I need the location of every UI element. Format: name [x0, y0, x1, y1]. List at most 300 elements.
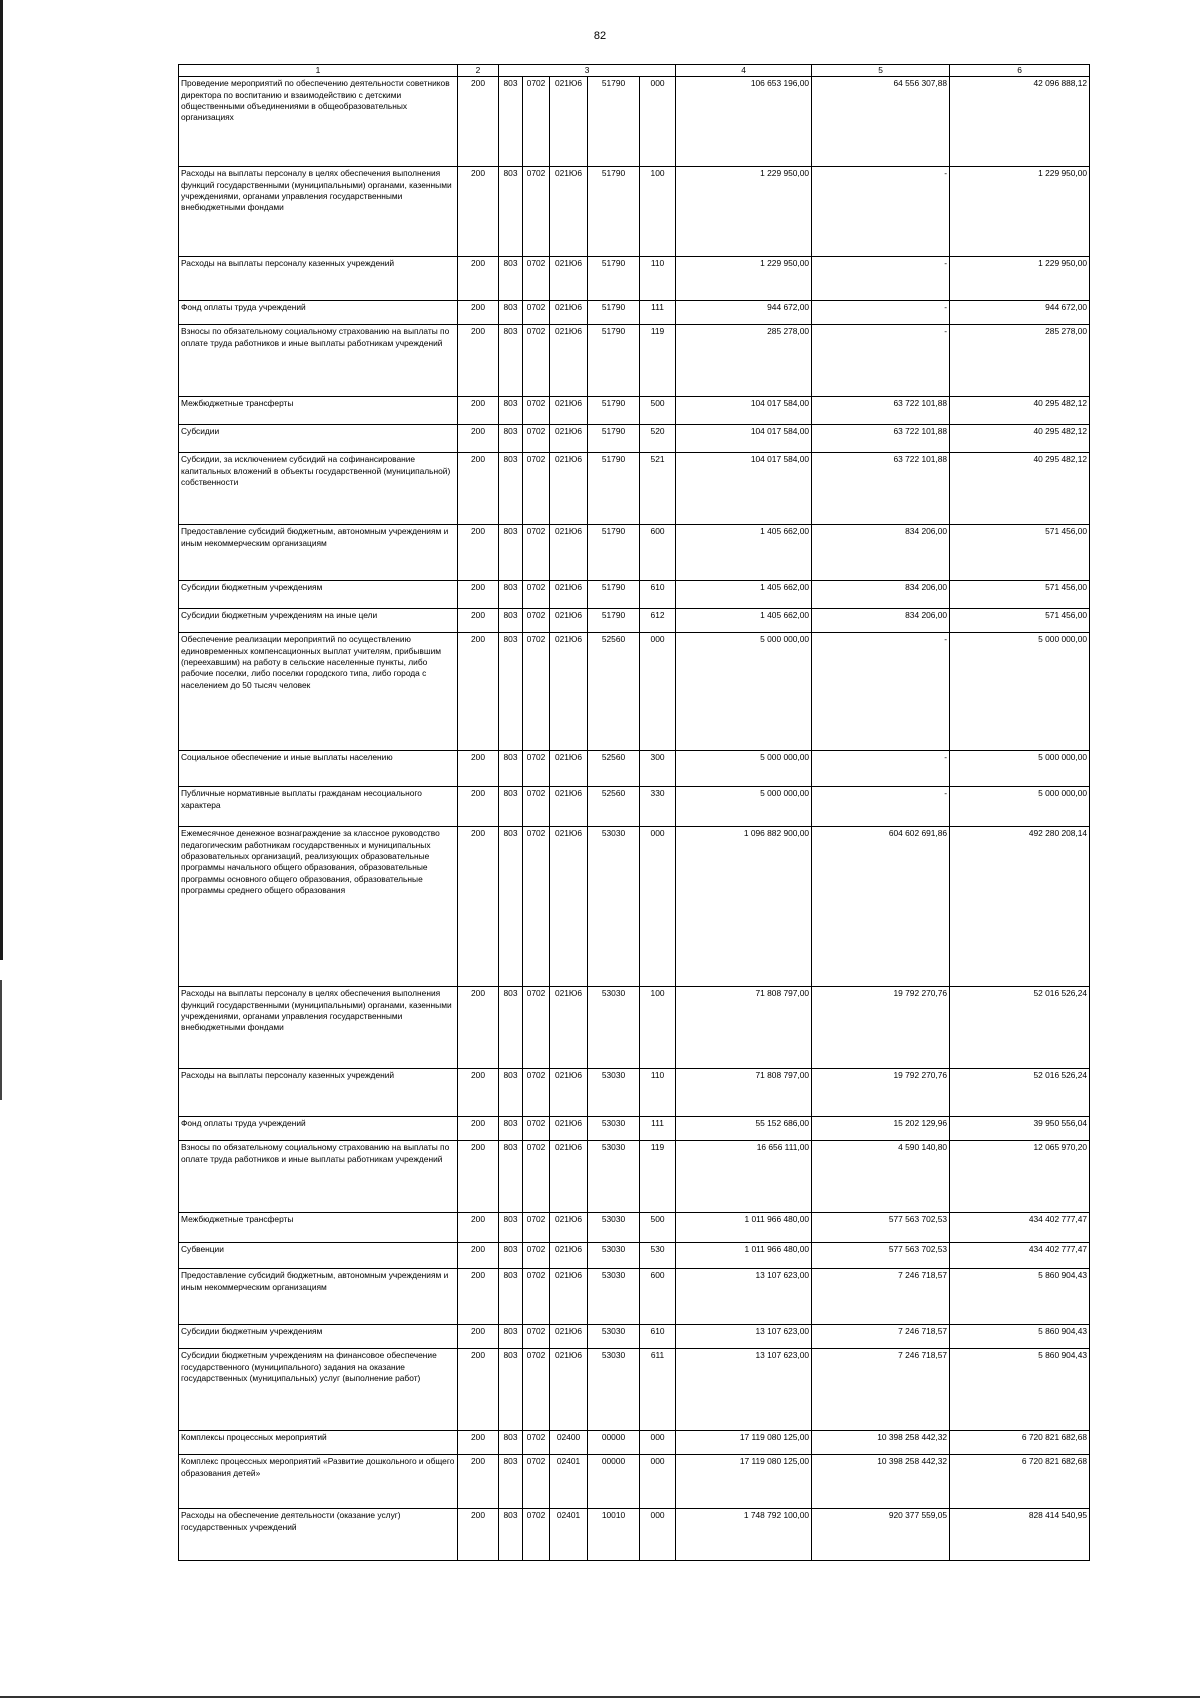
table-row [179, 1243, 1090, 1269]
row-expense-type-code: 530 [640, 1243, 676, 1269]
row-expense-type-code: 111 [640, 1117, 676, 1141]
row-program-code: 021Ю6 [550, 1213, 588, 1243]
row-col-5-amount: 834 206,00 [812, 525, 950, 581]
row-program-code: 02401 [550, 1455, 588, 1509]
row-program-code: 021Ю6 [550, 1349, 588, 1431]
table-row [179, 1269, 1090, 1325]
row-ministry-code: 803 [499, 1117, 523, 1141]
row-direction-code: 51790 [588, 453, 640, 525]
row-col-6-amount: 5 860 904,43 [950, 1349, 1090, 1431]
row-col-2-code: 200 [458, 1269, 499, 1325]
row-col-6-amount: 6 720 821 682,68 [950, 1431, 1090, 1455]
scan-edge-left [0, 0, 3, 960]
row-direction-code: 53030 [588, 1243, 640, 1269]
row-col-5-amount: 64 556 307,88 [812, 77, 950, 167]
row-expense-type-code: 110 [640, 257, 676, 301]
row-description: Проведение мероприятий по обеспечению деятельности советников директора по воспитанию и взаимодействию с детскими общественными объединениями в общеобразовательных организациях [179, 77, 458, 167]
row-ministry-code: 803 [499, 257, 523, 301]
row-section-code: 0702 [523, 301, 550, 325]
row-section-code: 0702 [523, 453, 550, 525]
row-col-2-code: 200 [458, 633, 499, 751]
row-col-4-amount: 1 748 792 100,00 [676, 1509, 812, 1561]
row-ministry-code: 803 [499, 325, 523, 397]
row-col-2-code: 200 [458, 581, 499, 609]
row-program-code: 02401 [550, 1509, 588, 1561]
row-col-5-amount: - [812, 325, 950, 397]
table-row [179, 1117, 1090, 1141]
row-col-4-amount: 1 229 950,00 [676, 257, 812, 301]
row-description: Субвенции [179, 1243, 458, 1269]
table-row [179, 609, 1090, 633]
row-ministry-code: 803 [499, 1431, 523, 1455]
row-col-4-amount: 17 119 080 125,00 [676, 1455, 812, 1509]
row-expense-type-code: 000 [640, 827, 676, 987]
row-expense-type-code: 000 [640, 77, 676, 167]
row-program-code: 021Ю6 [550, 77, 588, 167]
row-col-4-amount: 71 808 797,00 [676, 987, 812, 1069]
row-direction-code: 53030 [588, 827, 640, 987]
row-col-5-amount: 7 246 718,57 [812, 1325, 950, 1349]
row-section-code: 0702 [523, 1117, 550, 1141]
row-section-code: 0702 [523, 827, 550, 987]
row-expense-type-code: 000 [640, 633, 676, 751]
row-expense-type-code: 000 [640, 1431, 676, 1455]
row-description: Фонд оплаты труда учреждений [179, 301, 458, 325]
row-description: Обеспечение реализации мероприятий по осуществлению единовременных компенсационных выплат учителям, прибывшим (переехавшим) на работу в сельские населенные пункты, либо рабочие поселки, либо поселки городского типа, либо города с населением до 50 тысяч человек [179, 633, 458, 751]
row-col-2-code: 200 [458, 787, 499, 827]
row-description: Расходы на выплаты персоналу казенных учреждений [179, 257, 458, 301]
row-direction-code: 51790 [588, 257, 640, 301]
row-section-code: 0702 [523, 787, 550, 827]
row-description: Субсидии бюджетным учреждениям на иные цели [179, 609, 458, 633]
table-row [179, 1349, 1090, 1431]
row-col-5-amount: - [812, 787, 950, 827]
row-col-4-amount: 16 656 111,00 [676, 1141, 812, 1213]
row-col-2-code: 200 [458, 609, 499, 633]
row-col-5-amount: 4 590 140,80 [812, 1141, 950, 1213]
row-col-4-amount: 285 278,00 [676, 325, 812, 397]
table-row [179, 633, 1090, 751]
row-program-code: 021Ю6 [550, 1069, 588, 1117]
row-program-code: 021Ю6 [550, 257, 588, 301]
row-section-code: 0702 [523, 1431, 550, 1455]
row-col-6-amount: 492 280 208,14 [950, 827, 1090, 987]
row-col-2-code: 200 [458, 525, 499, 581]
row-program-code: 021Ю6 [550, 827, 588, 987]
header-col-3: 3 [499, 65, 676, 77]
row-expense-type-code: 100 [640, 987, 676, 1069]
table-row [179, 301, 1090, 325]
row-col-6-amount: 1 229 950,00 [950, 257, 1090, 301]
row-program-code: 021Ю6 [550, 453, 588, 525]
row-ministry-code: 803 [499, 77, 523, 167]
row-direction-code: 51790 [588, 581, 640, 609]
row-program-code: 021Ю6 [550, 787, 588, 827]
table-row [179, 1069, 1090, 1117]
row-direction-code: 53030 [588, 1269, 640, 1325]
row-section-code: 0702 [523, 257, 550, 301]
row-description: Публичные нормативные выплаты гражданам несоциального характера [179, 787, 458, 827]
row-ministry-code: 803 [499, 1141, 523, 1213]
row-ministry-code: 803 [499, 1325, 523, 1349]
table-row [179, 1141, 1090, 1213]
row-col-6-amount: 571 456,00 [950, 525, 1090, 581]
row-ministry-code: 803 [499, 1455, 523, 1509]
row-col-4-amount: 104 017 584,00 [676, 425, 812, 453]
row-program-code: 02400 [550, 1431, 588, 1455]
table-row [179, 397, 1090, 425]
row-ministry-code: 803 [499, 987, 523, 1069]
row-direction-code: 53030 [588, 1325, 640, 1349]
row-col-2-code: 200 [458, 1141, 499, 1213]
row-description: Социальное обеспечение и иные выплаты населению [179, 751, 458, 787]
row-program-code: 021Ю6 [550, 581, 588, 609]
row-direction-code: 51790 [588, 77, 640, 167]
row-col-6-amount: 944 672,00 [950, 301, 1090, 325]
row-description: Субсидии, за исключением субсидий на софинансирование капитальных вложений в объекты государственной (муниципальной) собственности [179, 453, 458, 525]
row-col-6-amount: 52 016 526,24 [950, 987, 1090, 1069]
row-col-6-amount: 6 720 821 682,68 [950, 1455, 1090, 1509]
row-expense-type-code: 612 [640, 609, 676, 633]
row-direction-code: 00000 [588, 1431, 640, 1455]
table-row [179, 167, 1090, 257]
row-program-code: 021Ю6 [550, 301, 588, 325]
row-col-2-code: 200 [458, 425, 499, 453]
row-col-4-amount: 13 107 623,00 [676, 1325, 812, 1349]
row-col-4-amount: 17 119 080 125,00 [676, 1431, 812, 1455]
row-col-2-code: 200 [458, 987, 499, 1069]
row-expense-type-code: 111 [640, 301, 676, 325]
row-ministry-code: 803 [499, 1349, 523, 1431]
row-col-5-amount: - [812, 633, 950, 751]
row-expense-type-code: 520 [640, 425, 676, 453]
row-direction-code: 53030 [588, 1069, 640, 1117]
row-expense-type-code: 500 [640, 1213, 676, 1243]
table-row [179, 1325, 1090, 1349]
row-col-5-amount: 63 722 101,88 [812, 397, 950, 425]
row-section-code: 0702 [523, 525, 550, 581]
header-col-5: 5 [812, 65, 950, 77]
row-col-5-amount: - [812, 257, 950, 301]
row-col-6-amount: 40 295 482,12 [950, 425, 1090, 453]
row-description: Расходы на выплаты персоналу казенных учреждений [179, 1069, 458, 1117]
row-description: Расходы на выплаты персоналу в целях обеспечения выполнения функций государственными (муниципальными) органами, казенными учреждениями, органами управления государственными внебюджетными фондами [179, 987, 458, 1069]
row-col-4-amount: 104 017 584,00 [676, 397, 812, 425]
row-description: Предоставление субсидий бюджетным, автономным учреждениям и иным некоммерческим организациям [179, 1269, 458, 1325]
row-col-5-amount: 19 792 270,76 [812, 987, 950, 1069]
row-description: Межбюджетные трансферты [179, 397, 458, 425]
row-col-4-amount: 1 096 882 900,00 [676, 827, 812, 987]
row-expense-type-code: 330 [640, 787, 676, 827]
table-row [179, 581, 1090, 609]
row-expense-type-code: 611 [640, 1349, 676, 1431]
row-col-2-code: 200 [458, 1349, 499, 1431]
table-body [179, 77, 1090, 1561]
row-description: Комплекс процессных мероприятий «Развитие дошкольного и общего образования детей» [179, 1455, 458, 1509]
row-col-2-code: 200 [458, 751, 499, 787]
row-direction-code: 53030 [588, 987, 640, 1069]
row-direction-code: 52560 [588, 633, 640, 751]
row-ministry-code: 803 [499, 1213, 523, 1243]
row-col-6-amount: 12 065 970,20 [950, 1141, 1090, 1213]
row-col-5-amount: 604 602 691,86 [812, 827, 950, 987]
row-section-code: 0702 [523, 1349, 550, 1431]
row-ministry-code: 803 [499, 633, 523, 751]
row-section-code: 0702 [523, 633, 550, 751]
table-row [179, 987, 1090, 1069]
header-col-1: 1 [179, 65, 458, 77]
row-section-code: 0702 [523, 425, 550, 453]
table-row [179, 1455, 1090, 1509]
row-expense-type-code: 600 [640, 525, 676, 581]
row-description: Субсидии бюджетным учреждениям [179, 1325, 458, 1349]
row-direction-code: 51790 [588, 425, 640, 453]
row-col-4-amount: 5 000 000,00 [676, 633, 812, 751]
row-col-5-amount: 63 722 101,88 [812, 425, 950, 453]
table-row [179, 1213, 1090, 1243]
row-ministry-code: 803 [499, 397, 523, 425]
row-ministry-code: 803 [499, 751, 523, 787]
row-col-5-amount: 577 563 702,53 [812, 1243, 950, 1269]
row-col-5-amount: 10 398 258 442,32 [812, 1455, 950, 1509]
row-ministry-code: 803 [499, 1069, 523, 1117]
row-col-2-code: 200 [458, 1431, 499, 1455]
row-col-6-amount: 828 414 540,95 [950, 1509, 1090, 1561]
table-row [179, 827, 1090, 987]
row-col-6-amount: 42 096 888,12 [950, 77, 1090, 167]
row-col-2-code: 200 [458, 1117, 499, 1141]
row-description: Субсидии [179, 425, 458, 453]
row-section-code: 0702 [523, 1325, 550, 1349]
row-direction-code: 51790 [588, 301, 640, 325]
row-direction-code: 51790 [588, 167, 640, 257]
row-program-code: 021Ю6 [550, 1325, 588, 1349]
header-col-6: 6 [950, 65, 1090, 77]
row-ministry-code: 803 [499, 1243, 523, 1269]
row-col-2-code: 200 [458, 257, 499, 301]
row-ministry-code: 803 [499, 453, 523, 525]
table-row [179, 1431, 1090, 1455]
row-expense-type-code: 000 [640, 1509, 676, 1561]
row-section-code: 0702 [523, 1141, 550, 1213]
row-col-4-amount: 1 405 662,00 [676, 581, 812, 609]
row-description: Расходы на обеспечение деятельности (оказание услуг) государственных учреждений [179, 1509, 458, 1561]
row-program-code: 021Ю6 [550, 325, 588, 397]
row-expense-type-code: 521 [640, 453, 676, 525]
row-section-code: 0702 [523, 987, 550, 1069]
row-col-5-amount: 63 722 101,88 [812, 453, 950, 525]
row-col-4-amount: 104 017 584,00 [676, 453, 812, 525]
row-direction-code: 10010 [588, 1509, 640, 1561]
row-section-code: 0702 [523, 1269, 550, 1325]
row-col-2-code: 200 [458, 77, 499, 167]
row-program-code: 021Ю6 [550, 397, 588, 425]
row-ministry-code: 803 [499, 167, 523, 257]
page-number: 82 [593, 30, 607, 42]
row-col-2-code: 200 [458, 1455, 499, 1509]
row-col-6-amount: 40 295 482,12 [950, 397, 1090, 425]
table-row [179, 751, 1090, 787]
table-row [179, 453, 1090, 525]
row-ministry-code: 803 [499, 1269, 523, 1325]
row-ministry-code: 803 [499, 301, 523, 325]
row-col-4-amount: 944 672,00 [676, 301, 812, 325]
table-row [179, 525, 1090, 581]
row-ministry-code: 803 [499, 787, 523, 827]
row-program-code: 021Ю6 [550, 1269, 588, 1325]
row-direction-code: 51790 [588, 609, 640, 633]
table-row [179, 425, 1090, 453]
row-col-4-amount: 55 152 686,00 [676, 1117, 812, 1141]
row-col-6-amount: 285 278,00 [950, 325, 1090, 397]
row-direction-code: 53030 [588, 1117, 640, 1141]
row-ministry-code: 803 [499, 525, 523, 581]
row-direction-code: 51790 [588, 397, 640, 425]
header-row [179, 65, 1090, 77]
row-direction-code: 53030 [588, 1349, 640, 1431]
row-program-code: 021Ю6 [550, 1243, 588, 1269]
row-direction-code: 52560 [588, 787, 640, 827]
row-section-code: 0702 [523, 77, 550, 167]
row-ministry-code: 803 [499, 425, 523, 453]
row-program-code: 021Ю6 [550, 1141, 588, 1213]
row-direction-code: 51790 [588, 525, 640, 581]
row-expense-type-code: 100 [640, 167, 676, 257]
row-col-5-amount: - [812, 167, 950, 257]
row-col-5-amount: 15 202 129,96 [812, 1117, 950, 1141]
row-col-5-amount: 19 792 270,76 [812, 1069, 950, 1117]
row-section-code: 0702 [523, 581, 550, 609]
row-ministry-code: 803 [499, 1509, 523, 1561]
row-col-5-amount: 920 377 559,05 [812, 1509, 950, 1561]
row-col-4-amount: 13 107 623,00 [676, 1349, 812, 1431]
row-ministry-code: 803 [499, 581, 523, 609]
row-description: Взносы по обязательному социальному страхованию на выплаты по оплате труда работников и иные выплаты работникам учреждений [179, 325, 458, 397]
row-col-5-amount: 577 563 702,53 [812, 1213, 950, 1243]
row-col-6-amount: 5 000 000,00 [950, 787, 1090, 827]
row-col-2-code: 200 [458, 1243, 499, 1269]
header-col-4: 4 [676, 65, 812, 77]
table-row [179, 787, 1090, 827]
row-col-6-amount: 52 016 526,24 [950, 1069, 1090, 1117]
row-col-2-code: 200 [458, 1069, 499, 1117]
row-description: Ежемесячное денежное вознаграждение за классное руководство педагогическим работникам государственных и муниципальных образовательных организаций, реализующих образовательные программы начального общего образования, образовательные программы основного общего образования, образовательные программы среднего общего образования [179, 827, 458, 987]
row-col-4-amount: 5 000 000,00 [676, 787, 812, 827]
table-row [179, 77, 1090, 167]
scan-edge-bottom [0, 1696, 1200, 1698]
row-col-4-amount: 1 405 662,00 [676, 609, 812, 633]
row-col-5-amount: 10 398 258 442,32 [812, 1431, 950, 1455]
row-col-5-amount: 7 246 718,57 [812, 1349, 950, 1431]
row-section-code: 0702 [523, 751, 550, 787]
row-expense-type-code: 300 [640, 751, 676, 787]
row-program-code: 021Ю6 [550, 1117, 588, 1141]
row-col-6-amount: 40 295 482,12 [950, 453, 1090, 525]
row-expense-type-code: 600 [640, 1269, 676, 1325]
row-col-6-amount: 434 402 777,47 [950, 1243, 1090, 1269]
row-expense-type-code: 610 [640, 581, 676, 609]
row-expense-type-code: 610 [640, 1325, 676, 1349]
row-col-6-amount: 571 456,00 [950, 609, 1090, 633]
row-description: Фонд оплаты труда учреждений [179, 1117, 458, 1141]
row-col-5-amount: 834 206,00 [812, 581, 950, 609]
row-expense-type-code: 119 [640, 325, 676, 397]
table-row [179, 1509, 1090, 1561]
row-col-4-amount: 1 405 662,00 [676, 525, 812, 581]
row-col-2-code: 200 [458, 325, 499, 397]
row-section-code: 0702 [523, 1509, 550, 1561]
row-col-2-code: 200 [458, 453, 499, 525]
row-description: Предоставление субсидий бюджетным, автономным учреждениям и иным некоммерческим организациям [179, 525, 458, 581]
row-section-code: 0702 [523, 1455, 550, 1509]
row-section-code: 0702 [523, 609, 550, 633]
row-program-code: 021Ю6 [550, 609, 588, 633]
row-col-4-amount: 1 011 966 480,00 [676, 1213, 812, 1243]
row-col-6-amount: 39 950 556,04 [950, 1117, 1090, 1141]
row-program-code: 021Ю6 [550, 987, 588, 1069]
row-description: Взносы по обязательному социальному страхованию на выплаты по оплате труда работников и иные выплаты работникам учреждений [179, 1141, 458, 1213]
row-ministry-code: 803 [499, 609, 523, 633]
row-expense-type-code: 110 [640, 1069, 676, 1117]
row-col-2-code: 200 [458, 1213, 499, 1243]
row-description: Субсидии бюджетным учреждениям [179, 581, 458, 609]
row-col-2-code: 200 [458, 167, 499, 257]
row-col-5-amount: - [812, 751, 950, 787]
row-section-code: 0702 [523, 1213, 550, 1243]
row-col-2-code: 200 [458, 1325, 499, 1349]
row-section-code: 0702 [523, 1069, 550, 1117]
row-col-4-amount: 13 107 623,00 [676, 1269, 812, 1325]
row-section-code: 0702 [523, 325, 550, 397]
row-col-4-amount: 106 653 196,00 [676, 77, 812, 167]
row-direction-code: 53030 [588, 1213, 640, 1243]
row-description: Комплексы процессных мероприятий [179, 1431, 458, 1455]
row-expense-type-code: 119 [640, 1141, 676, 1213]
row-col-6-amount: 5 000 000,00 [950, 751, 1090, 787]
row-description: Межбюджетные трансферты [179, 1213, 458, 1243]
row-col-2-code: 200 [458, 1509, 499, 1561]
row-col-2-code: 200 [458, 397, 499, 425]
row-col-6-amount: 5 000 000,00 [950, 633, 1090, 751]
row-col-6-amount: 5 860 904,43 [950, 1269, 1090, 1325]
row-col-4-amount: 1 011 966 480,00 [676, 1243, 812, 1269]
table-row [179, 257, 1090, 301]
row-program-code: 021Ю6 [550, 751, 588, 787]
row-description: Субсидии бюджетным учреждениям на финансовое обеспечение государственного (муниципального) задания на оказание государственных (муниципальных) услуг (выполнение работ) [179, 1349, 458, 1431]
row-section-code: 0702 [523, 397, 550, 425]
row-col-5-amount: - [812, 301, 950, 325]
budget-table [178, 64, 1090, 1561]
scan-edge-left-lower [0, 980, 2, 1100]
header-col-2: 2 [458, 65, 499, 77]
row-col-6-amount: 571 456,00 [950, 581, 1090, 609]
row-section-code: 0702 [523, 167, 550, 257]
row-col-4-amount: 71 808 797,00 [676, 1069, 812, 1117]
row-col-2-code: 200 [458, 827, 499, 987]
row-col-6-amount: 1 229 950,00 [950, 167, 1090, 257]
row-program-code: 021Ю6 [550, 167, 588, 257]
row-section-code: 0702 [523, 1243, 550, 1269]
row-direction-code: 00000 [588, 1455, 640, 1509]
row-col-5-amount: 7 246 718,57 [812, 1269, 950, 1325]
row-col-4-amount: 5 000 000,00 [676, 751, 812, 787]
row-ministry-code: 803 [499, 827, 523, 987]
row-description: Расходы на выплаты персоналу в целях обеспечения выполнения функций государственными (муниципальными) органами, казенными учреждениями, органами управления государственными внебюджетными фондами [179, 167, 458, 257]
row-col-6-amount: 5 860 904,43 [950, 1325, 1090, 1349]
row-col-6-amount: 434 402 777,47 [950, 1213, 1090, 1243]
row-col-5-amount: 834 206,00 [812, 609, 950, 633]
row-col-2-code: 200 [458, 301, 499, 325]
